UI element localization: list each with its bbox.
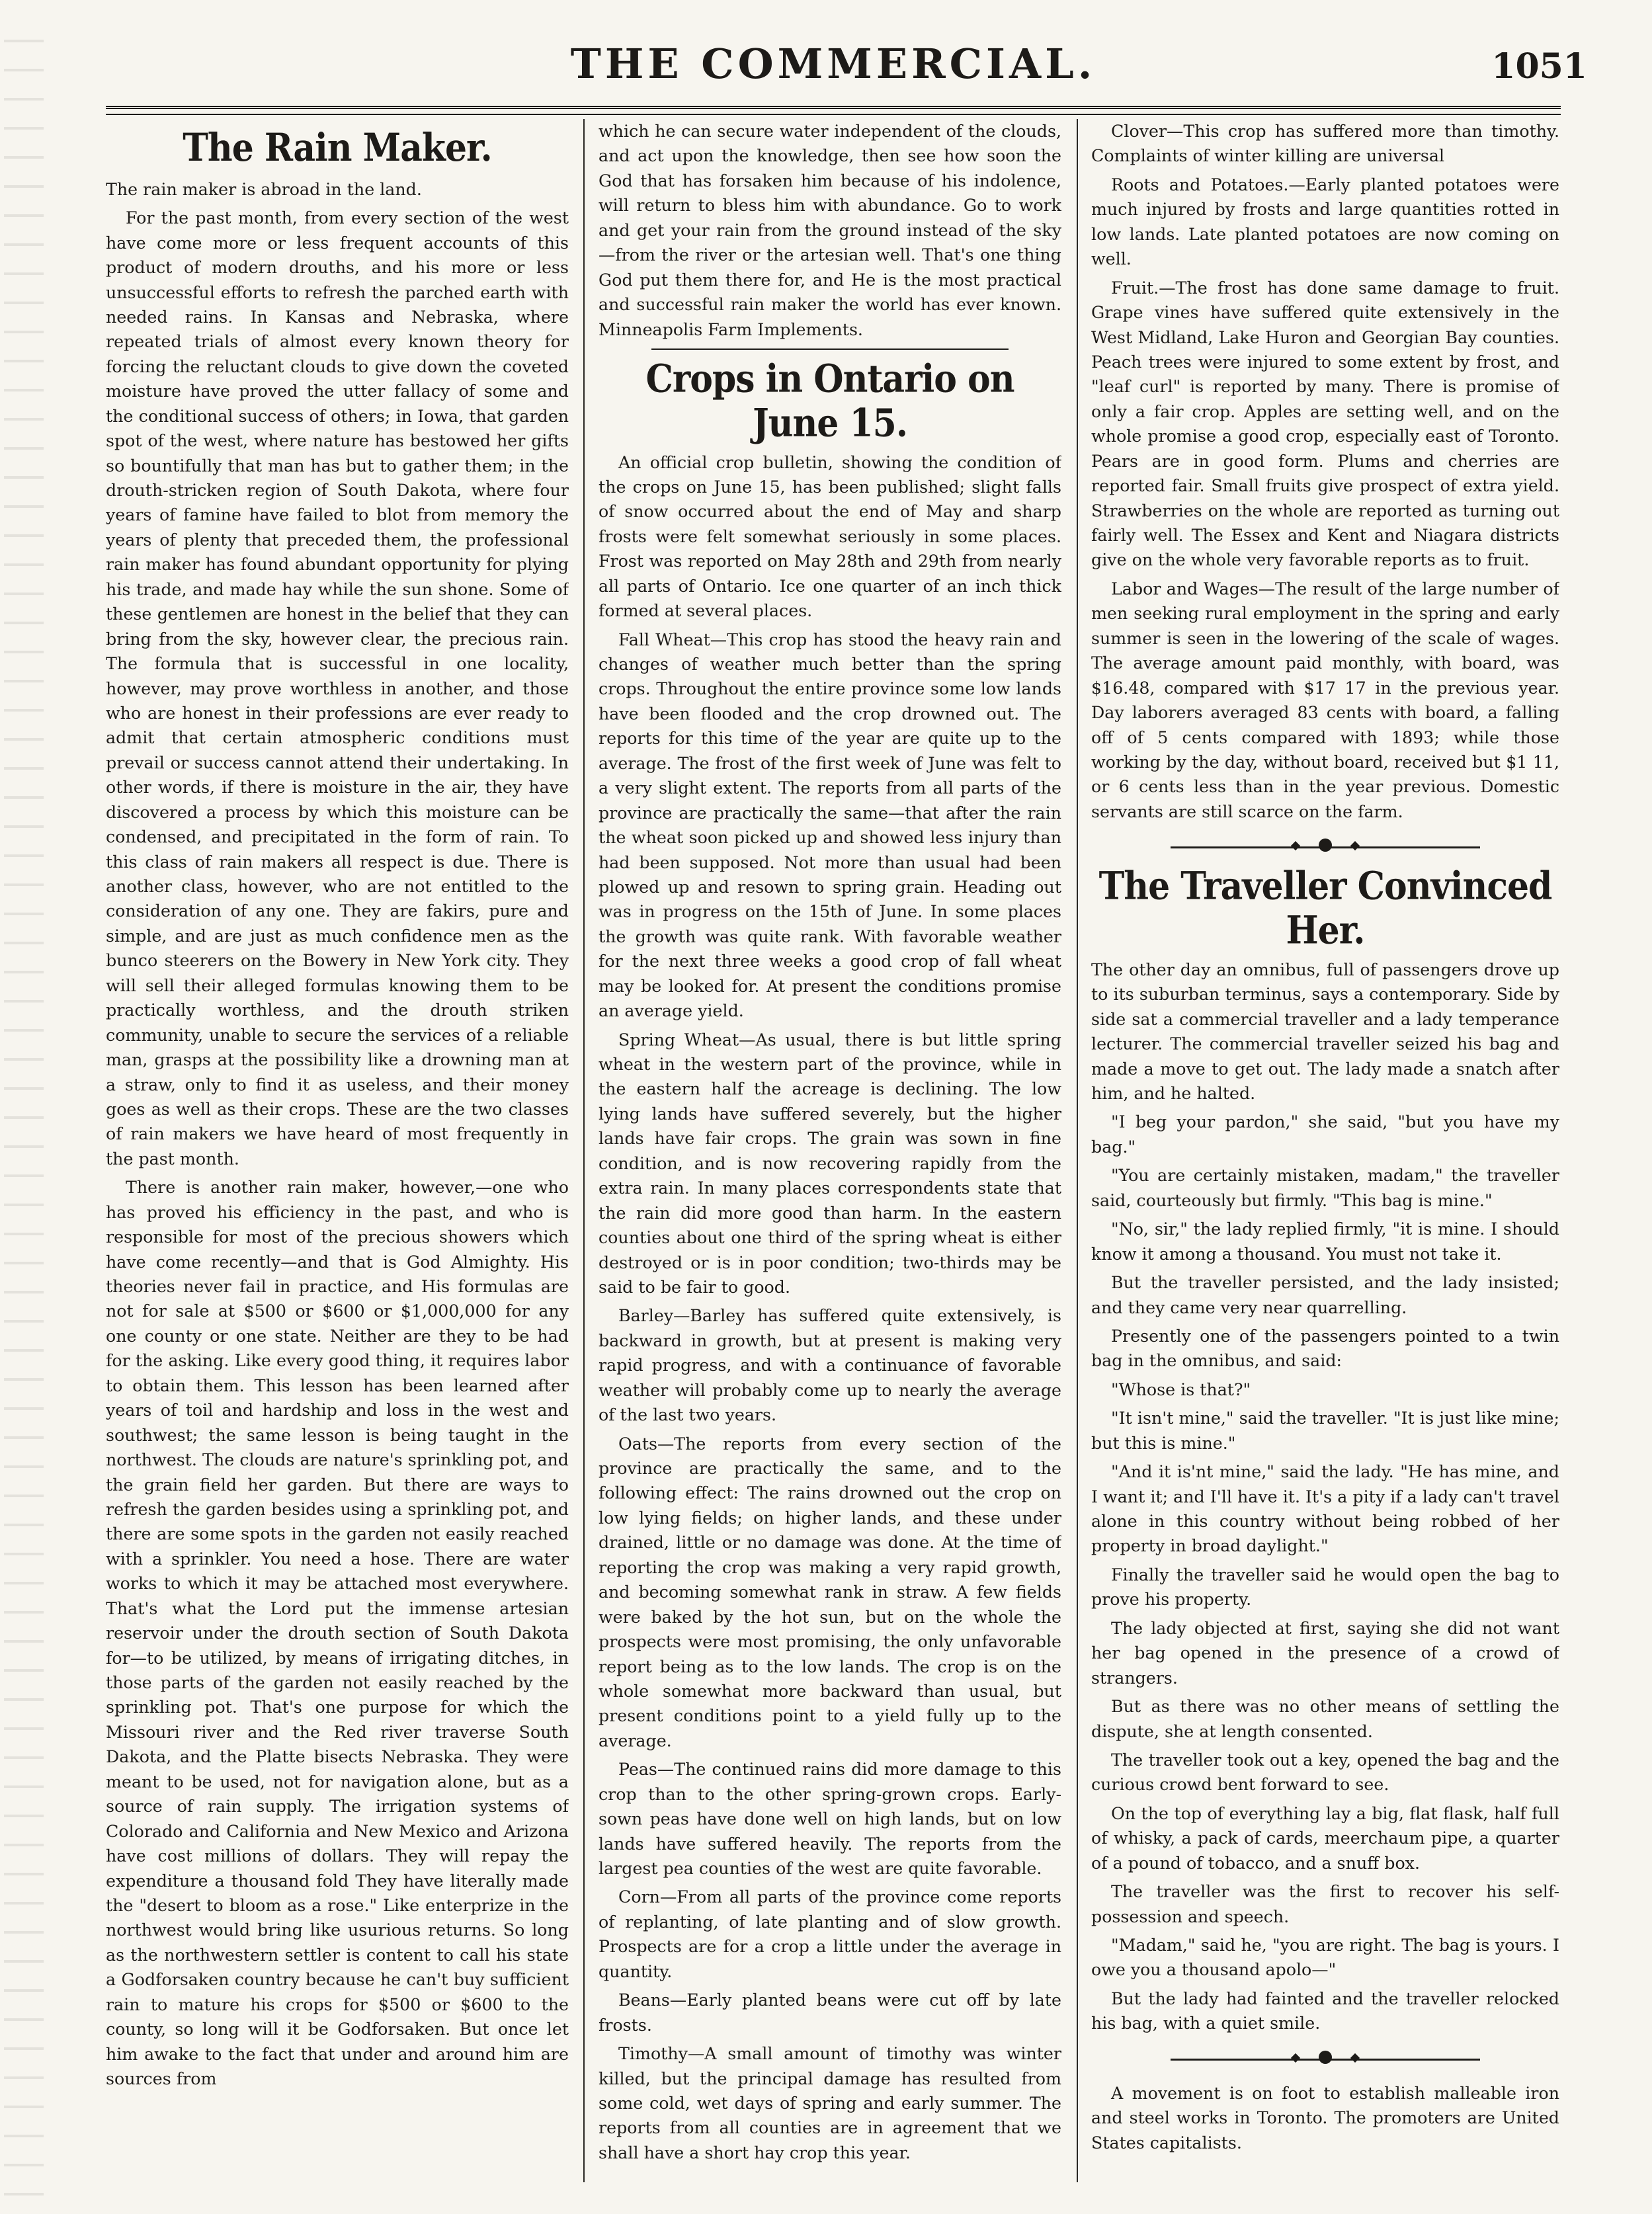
ornamental-divider bbox=[1091, 833, 1559, 860]
article-title-crops-ontario: Crops in Ontario on June 15. bbox=[645, 356, 1014, 446]
news-note: A movement is on foot to establish malleable iron and steel works in Toronto. The promoters are United States capitalists. bbox=[1091, 2083, 1559, 2152]
paragraph: "It isn't mine," said the traveller. "It is just like mine; but this is mine." bbox=[1091, 1409, 1559, 1453]
paragraph: Beans—Early planted beans were cut off by late frosts. bbox=[599, 1990, 1061, 2035]
paragraph: "I beg your pardon," she said, "but you have my bag." bbox=[1091, 1112, 1559, 1157]
column-rule bbox=[583, 119, 585, 2182]
paragraph: "Whose is that?" bbox=[1111, 1379, 1251, 1399]
masthead: THE COMMERCIAL. bbox=[570, 40, 1096, 88]
paragraph: The other day an omnibus, full of passengers drove up to its suburban terminus, says a contemporary. Side by side sat a commercial traveller and a lady temperance lecturer. The commercial traveller seized his bag and made a move to get out. The lady made a snatch after him, and he halted. bbox=[1091, 960, 1559, 1104]
page-number: 1051 bbox=[1491, 46, 1587, 87]
paragraph: Peas—The continued rains did more damage to this crop than to the other spring-grown crops. Early-sown peas have done well on high lands, but on low lands have suffered heavily. The reports from the largest pea counties of the west are quite favorable. bbox=[599, 1760, 1061, 1879]
column-1 bbox=[106, 119, 569, 2189]
column-rule bbox=[1077, 119, 1078, 2182]
paragraph: Roots and Potatoes.—Early planted potatoes were much injured by frosts and large quantities rotted in low lands. Late planted potatoes are now coming on well. bbox=[1091, 175, 1559, 269]
paragraph: An official crop bulletin, showing the condition of the crops on June 15, has been published; slight falls of snow occurred about the end of May and sharp frosts were felt somewhat seriously in some places. Frost was reported on May 28th and 29th from nearly all parts of Ontario. Ice one quarter of an inch thick formed at several places. bbox=[599, 452, 1061, 621]
paragraph: Oats—The reports from every section of the province are practically the same, and to the following effect: The rains drowned out the crop on low lying fields; on higher lands, and these under drained, little or no damage was done. At the time of reporting the crop was making a very rapid growth, and becoming somewhat rank in straw. A few fields were baked by the hot sun, but on the whole the prospects were most promising, the only unfavorable report being as to the low lands. The crop is on the whole somewhat more backward than usual, but present conditions point to a yield fully up to the average. bbox=[599, 1434, 1061, 1750]
paragraph: Barley—Barley has suffered quite extensively, is backward in growth, but at present is making very rapid progress, and with a continuance of favorable weather will probably come up to nearly the average of the last two years. bbox=[599, 1306, 1061, 1425]
paragraph: Corn—From all parts of the province come reports of replanting, of late planting and of slow growth. Prospects are for a crop a little under the average in quantity. bbox=[599, 1887, 1061, 1981]
paragraph: The traveller took out a key, opened the bag and the curious crowd bent forward to see. bbox=[1091, 1750, 1559, 1795]
paragraph: Presently one of the passengers pointed to a twin bag in the omnibus, and said: bbox=[1091, 1326, 1559, 1371]
column-3 bbox=[1091, 119, 1559, 2189]
paragraph: "Madam," said he, "you are right. The bag is yours. I owe you a thousand apolo—" bbox=[1091, 1936, 1559, 1980]
section-rule bbox=[651, 348, 1009, 350]
paragraph: But the lady had fainted and the traveller relocked his bag, with a quiet smile. bbox=[1091, 1988, 1559, 2033]
paragraph: Spring Wheat—As usual, there is but little spring wheat in the western part of the province, while in the eastern half the acreage is declining. The low lying lands have suffered severely, but the higher lands have fair crops. The grain was sown in fine condition, and is now recovering rapidly from the extra rain. In many places correspondents state that the rain did more good than harm. In the eastern counties about one third of the spring wheat is either destroyed or is in poor condition; two-thirds may be said to be fair to good. bbox=[599, 1030, 1061, 1297]
paragraph: Fall Wheat—This crop has stood the heavy rain and changes of weather much better than the spring crops. Throughout the entire province some low lands have been flooded and the crop drowned out. The reports for this time of the year are quite up to the average. The frost of the first week of June was felt to a very slight extent. The reports from all parts of the province are practically the same—that after the rain the wheat soon picked up and showed less injury than had been supposed. Not more than usual had been plowed up and resown to spring grain. Heading out was in progress on the 15th of June. In some places the growth was quite rank. With favorable weather for the next three weeks a good crop of fall wheat may be looked for. At present the conditions promise an average yield. bbox=[599, 630, 1061, 1021]
paragraph: Fruit.—The frost has done same damage to fruit. Grape vines have suffered quite extensively in the West Midland, Lake Huron and Georgian Bay counties. Peach trees were injured to some extent by frost, and "leaf curl" is reported by many. There is promise of only a fair crop. Apples are setting well, and on the whole promise a good crop, especially east of Toronto. Pears are in good form. Plums and cherries are reported fair. Small fruits give prospect of extra yield. Strawberries on the whole are reported as turning out fairly well. The Essex and Kent and Niagara districts give on the whole very favorable reports as to fruit. bbox=[1091, 278, 1559, 570]
ornamental-divider bbox=[1091, 2045, 1559, 2072]
paragraph: For the past month, from every section of the west have come more or less frequent accounts of this product of modern drouths, and his more or less unsuccessful efforts to refresh the parched earth with needed rains. In Kansas and Nebraska, where repeated trials of almost every known theory for forcing the reluctant clouds to give down the coveted moisture have proved the utter fallacy of some and the conditional success of others; in Iowa, that garden spot of the west, where nature has bestowed her gifts so bountifully that man has but to gather them; in the drouth-stricken region of South Dakota, where four years of famine have failed to blot from memory the years of plenty that preceded them, the professional rain maker has found abundant opportunity for plying his trade, and made hay while the sun shone. Some of these gentlemen are honest in the belief that they can bring from the sky, however clear, the precious rain. The formula that is successful in one locality, however, may prove worthless in another, and those who are honest in their professions are ever ready to admit that certain atmospheric conditions must prevail or success cannot attend their undertaking. In other words, if there is moisture in the air, they have discovered a process by which this moisture can be condensed, and precipitated in the form of rain. To this class of rain makers all respect is due. There is another class, however, who are not entitled to the consideration of any one. They are fakirs, pure and simple, and are just as much confidence men as the bunco steerers on the Bowery in New York city. They will sell their alleged formulas knowing them to be practically worthless, and the drouth striken community, unable to secure the services of a reliable man, grasps at the possibility like a drowning man at a straw, only to find it as useless, and their money goes as well as their crops. These are the two classes of rain makers we have heard of most frequently in the past month. bbox=[106, 208, 569, 1168]
article-title-traveller: The Traveller Convinced Her. bbox=[1098, 863, 1552, 954]
paragraph: "You are certainly mistaken, madam," the traveller said, courteously but firmly. "This bag is mine." bbox=[1091, 1166, 1559, 1210]
page-header bbox=[106, 40, 1587, 119]
paragraph: On the top of everything lay a big, flat flask, half full of whisky, a pack of cards, meerchaum pipe, a quarter of a pound of tobacco, and a snuff box. bbox=[1091, 1803, 1559, 1873]
header-rule-thin bbox=[106, 114, 1561, 115]
paragraph: The lady objected at first, saying she did not want her bag opened in the presence of a crowd of strangers. bbox=[1091, 1618, 1559, 1688]
paragraph: "And it is'nt mine," said the lady. "He has mine, and I want it; and I'll have it. It's a pity if a lady can't travel alone in this country without being robbed of her property in broad daylight." bbox=[1091, 1462, 1559, 1556]
paragraph: But as there was no other means of settling the dispute, she at length consented. bbox=[1091, 1697, 1559, 1741]
paragraph: The rain maker is abroad in the land. bbox=[106, 179, 422, 199]
paragraph: Finally the traveller said he would open the bag to prove his property. bbox=[1091, 1565, 1559, 1610]
paragraph: But the traveller persisted, and the lady insisted; and they came very near quarrelling. bbox=[1091, 1273, 1559, 1317]
paragraph-continuation: which he can secure water independent of the clouds, and act upon the knowledge, then see how soon the God that has forsaken him because of his indolence, will return to bless him with abundance. Go to work and get your rain from the ground instead of the sky—from the river or the artesian well. That's one thing God put them there for, and He is the most practical and successful rain maker the world has ever known. Minneapolis Farm Implements. bbox=[599, 122, 1061, 339]
paragraph: There is another rain maker, however,—one who has proved his efficiency in the past, and who is responsible for most of the precious showers which have come recently—and that is God Almighty. His theories never fail in practice, and His formulas are not for sale at $500 or $600 or $1,000,000 for any one county or one state. Neither are they to be had for the asking. Like every good thing, it requires labor to obtain them. This lesson has been learned after years of toil and hardship and loss in the west and southwest; the same lesson is being taught in the northwest. The clouds are nature's sprinkling pot, and the grain field her garden. But there are ways to refresh the garden besides using a sprinkling pot, and there are some spots in the garden not easily reached with a sprinkler. You need a hose. There are water works to which it may be attached most everywhere. That's what the Lord put the immense artesian reservoir under the drouth section of South Dakota for—to be utilized, by means of irrigating ditches, in those parts of the garden not easily reached by the sprinkling pot. That's one purpose for which the Missouri river and the Red river traverse South Dakota, and the Platte bisects Nebraska. They were meant to be used, not for navigation alone, but as a source of rain supply. The irrigation systems of Colorado and California and New Mexico and Arizona have cost millions of dollars. They will repay the expenditure a thousand fold They have literally made the "desert to bloom as a rose." Like enterprize in the northwest would bring like usurious returns. So long as the northwestern settler is content to call his state a Godforsaken country because he can't buy sufficient rain to mature his crops for $500 or $600 to the county, so long will it be Godforsaken. But once let him awake to the fact that under and around him are sources from bbox=[106, 1178, 569, 2089]
paragraph: The traveller was the first to recover his self-possession and speech. bbox=[1091, 1882, 1559, 1926]
paragraph: Labor and Wages—The result of the large number of men seeking rural employment in the spring and early summer is seen in the lowering of the scale of wages. The average amount paid monthly, with board, was $16.48, compared with $17 17 in the previous year. Day laborers averaged 83 cents with board, a falling off of 5 cents compared with 1893; while those working by the day, without board, received but $1 11, or 6 cents less than in the year previous. Domestic servants are still scarce on the farm. bbox=[1091, 579, 1559, 821]
article-title-rain-maker: The Rain Maker. bbox=[183, 125, 492, 171]
header-rule bbox=[106, 106, 1561, 109]
scan-margin bbox=[4, 13, 44, 2195]
paragraph: Clover—This crop has suffered more than timothy. Complaints of winter killing are universal bbox=[1091, 122, 1559, 166]
column-2 bbox=[599, 119, 1061, 2189]
paragraph: "No, sir," the lady replied firmly, "it is mine. I should know it among a thousand. You must not take it. bbox=[1091, 1219, 1559, 1264]
paragraph: Timothy—A small amount of timothy was winter killed, but the principal damage has resulted from some cold, wet days of spring and early summer. The reports from all counties are in agreement that we shall have a short hay crop this year. bbox=[599, 2044, 1061, 2162]
